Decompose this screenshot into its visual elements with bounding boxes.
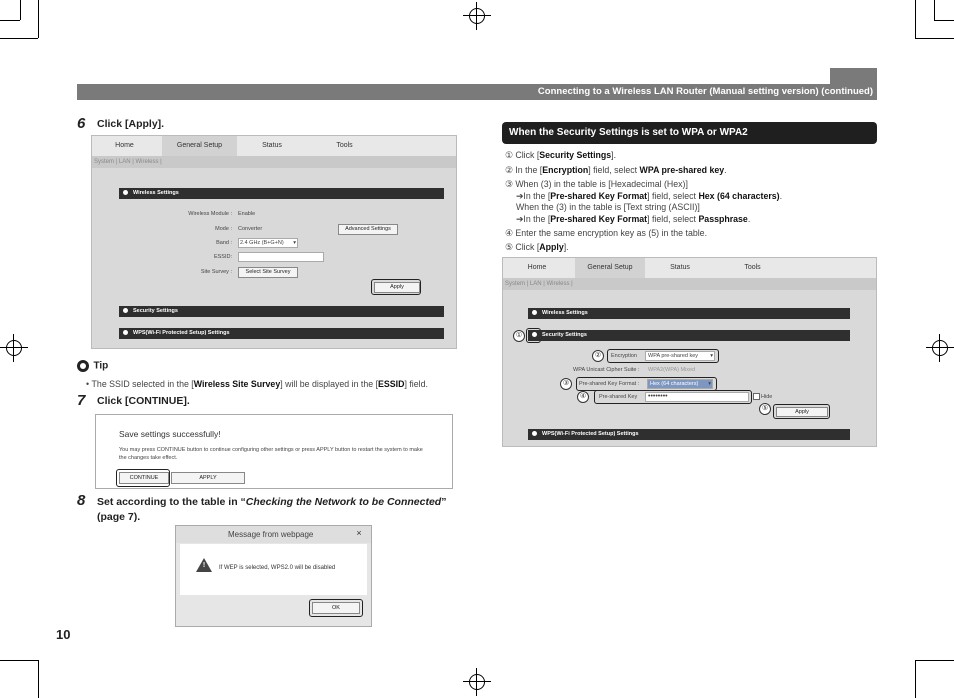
field-label: Mode : bbox=[215, 226, 232, 232]
tab-tools[interactable]: Tools bbox=[744, 264, 761, 271]
step-7-text: Click [CONTINUE]. bbox=[97, 395, 190, 407]
breadcrumb: System | LAN | Wireless | bbox=[503, 278, 876, 290]
tab-home[interactable]: Home bbox=[527, 264, 547, 271]
field-value: Enable bbox=[238, 211, 256, 217]
wpa-step-1: ① Click [Security Settings]. bbox=[505, 150, 617, 160]
wpa-steps bbox=[505, 150, 875, 253]
bullet-icon bbox=[532, 310, 537, 315]
security-settings-bar[interactable]: Security Settings bbox=[528, 330, 850, 341]
continue-button[interactable]: CONTINUE bbox=[119, 472, 169, 484]
chevron-down-icon: ▾ bbox=[708, 381, 711, 387]
wpa-step-2: ② In the [Encryption] field, select WPA pre-shared key. bbox=[505, 164, 727, 175]
screenshot-general-setup bbox=[91, 135, 457, 349]
step-6-number: 6 bbox=[77, 115, 86, 132]
bullet-icon bbox=[532, 431, 537, 436]
tab-bar bbox=[503, 258, 876, 279]
tab-home[interactable]: Home bbox=[115, 142, 134, 149]
chevron-down-icon: ▾ bbox=[710, 353, 713, 359]
tab-status[interactable]: Status bbox=[262, 142, 282, 149]
marker-1: ① bbox=[513, 330, 525, 342]
tab-general-setup[interactable]: General Setup bbox=[575, 258, 645, 278]
wpa-step-4: ④ Enter the same encryption key as (5) in the table. bbox=[505, 228, 708, 238]
marker-5: ⑤ bbox=[759, 403, 771, 415]
tab-status[interactable]: Status bbox=[670, 264, 690, 271]
tip-icon bbox=[77, 360, 89, 372]
wpa-step-5: ⑤ Click [Apply]. bbox=[505, 241, 569, 252]
step-6-text: Click [Apply]. bbox=[97, 118, 165, 130]
dialog-title: Save settings successfully! bbox=[119, 429, 221, 439]
wpa-step-3c: ➔In the [Pre-shared Key Format] field, select Passphrase. bbox=[516, 213, 751, 224]
continue-dialog bbox=[95, 414, 453, 489]
screenshot-security-settings bbox=[502, 257, 877, 447]
wpa-step-3a: ➔In the [Pre-shared Key Format] field, select Hex (64 characters). bbox=[516, 190, 783, 201]
apply-button[interactable]: Apply bbox=[776, 407, 828, 417]
wpa-step-3b: When the (3) in the table is [Text string (ASCII)] bbox=[516, 202, 700, 212]
field-value: Converter bbox=[238, 226, 263, 232]
ok-button[interactable]: OK bbox=[312, 602, 360, 614]
wpa-section-heading: When the Security Settings is set to WPA or WPA2 bbox=[502, 122, 877, 144]
hide-checkbox[interactable] bbox=[753, 393, 760, 400]
field-label: Site Survey : bbox=[200, 269, 232, 275]
bullet-icon bbox=[123, 308, 128, 313]
wireless-settings-bar[interactable]: Wireless Settings bbox=[528, 308, 850, 319]
cipher-value: WPA2(WPA) Mixed bbox=[648, 367, 696, 373]
tip-text: • The SSID selected in the [Wireless Site Survey] will be displayed in the [ESSID] field. bbox=[86, 379, 428, 389]
field-label: Band : bbox=[216, 240, 232, 246]
header-tab bbox=[830, 68, 877, 84]
step-7-number: 7 bbox=[77, 392, 86, 409]
cipher-label: WPA Unicast Cipher Suite : bbox=[573, 367, 640, 373]
breadcrumb: System | LAN | Wireless | bbox=[92, 156, 456, 168]
wireless-settings-bar[interactable]: Wireless Settings bbox=[119, 188, 444, 199]
psk-format-label: Pre-shared Key Format : bbox=[579, 381, 640, 387]
dialog-title: Message from webpage bbox=[228, 530, 314, 539]
page-header: Connecting to a Wireless LAN Router (Manual setting version) (continued) bbox=[77, 84, 877, 100]
bullet-icon bbox=[123, 330, 128, 335]
wps-settings-bar[interactable]: WPS(Wi-Fi Protected Setup) Settings bbox=[528, 429, 850, 440]
marker-2: ② bbox=[592, 350, 604, 362]
field-label: Wireless Module : bbox=[188, 211, 232, 217]
close-icon[interactable]: × bbox=[356, 528, 362, 538]
tab-bar bbox=[92, 136, 456, 157]
bullet-icon bbox=[532, 332, 537, 337]
psk-format-select[interactable]: Hex (64 characters) ▾ bbox=[647, 379, 713, 389]
step-8-text: Set according to the table in “Checking the Network to be Connected” (page 7). bbox=[97, 496, 447, 523]
marker-4: ④ bbox=[577, 391, 589, 403]
field-label: ESSID: bbox=[213, 254, 232, 260]
security-settings-bar[interactable]: Security Settings bbox=[119, 306, 444, 317]
tab-tools[interactable]: Tools bbox=[336, 142, 353, 149]
bullet-icon bbox=[123, 190, 128, 195]
band-select[interactable]: 2.4 GHz (B+G+N) ▾ bbox=[240, 240, 296, 246]
chevron-down-icon: ▾ bbox=[293, 240, 296, 246]
psk-input[interactable]: •••••••• bbox=[645, 392, 749, 402]
marker-3: ③ bbox=[560, 378, 572, 390]
step-8-number: 8 bbox=[77, 492, 86, 509]
wpa-step-3: ③ When (3) in the table is [Hexadecimal (Hex)] bbox=[505, 179, 688, 189]
tab-general-setup[interactable]: General Setup bbox=[162, 136, 237, 156]
wps-settings-bar[interactable]: WPS(Wi-Fi Protected Setup) Settings bbox=[119, 328, 444, 339]
encryption-select[interactable]: WPA pre-shared key ▾ bbox=[645, 351, 715, 361]
encryption-label: Encryption bbox=[611, 353, 637, 359]
tip-heading: Tip bbox=[77, 357, 108, 375]
message-dialog bbox=[175, 525, 372, 627]
dialog-message: If WEP is selected, WPS2.0 will be disabled bbox=[219, 565, 336, 571]
essid-input[interactable] bbox=[238, 252, 324, 262]
dialog-message: You may press CONTINUE button to continue configuring other settings or press APPLY button to restart the system to make the changes take effect. bbox=[119, 447, 423, 461]
dialog-body bbox=[180, 544, 367, 595]
select-site-survey-button[interactable]: Select Site Survey bbox=[238, 267, 298, 278]
advanced-settings-button[interactable]: Advanced Settings bbox=[338, 224, 398, 235]
apply-button[interactable]: Apply bbox=[374, 282, 420, 293]
page-number: 10 bbox=[56, 627, 71, 642]
hide-label: Hide bbox=[761, 394, 773, 400]
apply-button[interactable]: APPLY bbox=[171, 472, 245, 484]
psk-label: Pre-shared Key bbox=[599, 394, 638, 400]
warning-icon-glyph: ! bbox=[202, 562, 206, 569]
